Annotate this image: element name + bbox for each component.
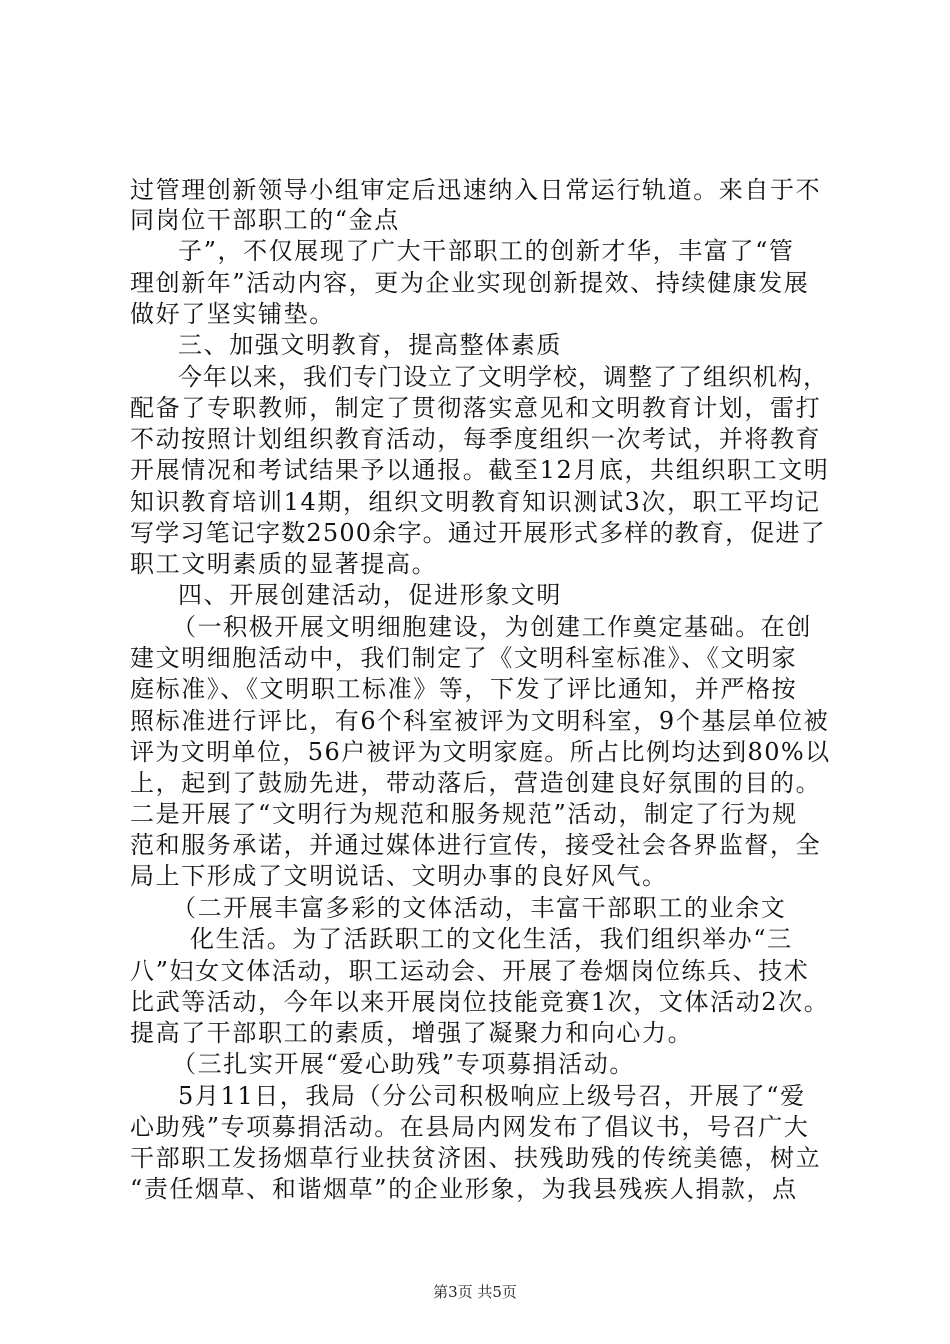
text-line: 5月11日，我局（分公司积极响应上级号召，开展了“爱 (178, 1082, 806, 1110)
text-line: 上，起到了鼓励先进，带动落后，营造创建良好氛围的目的。 (130, 769, 822, 797)
page-number-footer: 第3页 共5页 (433, 1283, 517, 1301)
section-heading: 四、开展创建活动，促进形象文明 (178, 581, 562, 609)
text-line: 评为文明单位，56户被评为文明家庭。所占比例均达到80%以 (130, 738, 831, 766)
text-line: 不动按照计划组织教育活动，每季度组织一次考试，并将教育 (130, 425, 822, 453)
text-line: 知识教育培训14期，组织文明教育知识测试3次，职工平均记 (130, 488, 821, 516)
text-line: 化生活。为了活跃职工的文化生活，我们组织举办“三 (190, 925, 793, 953)
text-line: 做好了坚实铺垫。 (130, 300, 335, 328)
text-line: 范和服务承诺，并通过媒体进行宣传，接受社会各界监督，全 (130, 831, 822, 859)
text-line: 庭标准》、《文明职工标准》等，下发了评比通知，并严格按 (130, 675, 798, 703)
text-line: 理创新年”活动内容，更为企业实现创新提效、持续健康发展 (130, 269, 810, 297)
text-line: 提高了干部职工的素质，增强了凝聚力和向心力。 (130, 1019, 694, 1047)
text-line: 同岗位干部职工的“金点 (130, 206, 400, 234)
text-line: 职工文明素质的显著提高。 (130, 550, 438, 578)
text-line: 干部职工发扬烟草行业扶贫济困、扶残助残的传统美德，树立 (130, 1144, 822, 1172)
text-line: 局上下形成了文明说话、文明办事的良好风气。 (130, 862, 668, 890)
text-line: 子”，不仅展现了广大干部职工的创新才华，丰富了“管 (178, 237, 795, 265)
text-line: “责任烟草、和谐烟草”的企业形象，为我县残疾人捐款，点 (130, 1175, 798, 1203)
text-line: 二是开展了“文明行为规范和服务规范”活动，制定了行为规 (130, 800, 798, 828)
text-line: 配备了专职教师，制定了贯彻落实意见和文明教育计划，雷打 (130, 394, 822, 422)
text-line: 心助残”专项募捐活动。在县局内网发布了倡议书，号召广大 (130, 1113, 810, 1141)
text-line: 写学习笔记字数2500余字。通过开展形式多样的教育，促进了 (130, 519, 826, 547)
text-line: 八”妇女文体活动，职工运动会、开展了卷烟岗位练兵、技术 (130, 957, 810, 985)
text-line: 比武等活动，今年以来开展岗位技能竞赛1次，文体活动2次。 (130, 988, 830, 1016)
section-heading: 三、加强文明教育，提高整体素质 (178, 331, 562, 359)
text-line: （三扎实开展“爱心助残”专项募捐活动。 (172, 1050, 635, 1078)
text-line: 今年以来，我们专门设立了文明学校，调整了了组织机构， (178, 363, 828, 391)
text-line: 建文明细胞活动中，我们制定了《文明科室标准》、《文明家 (130, 644, 798, 672)
text-line: （一积极开展文明细胞建设，为创建工作奠定基础。在创 (172, 613, 812, 641)
text-line: （二开展丰富多彩的文体活动，丰富干部职工的业余文 (172, 894, 787, 922)
text-line: 照标准进行评比，有6个科室被评为文明科室，9个基层单位被 (130, 707, 830, 735)
text-line: 过管理创新领导小组审定后迅速纳入日常运行轨道。来自于不 (130, 176, 822, 204)
text-line: 开展情况和考试结果予以通报。截至12月底，共组织职工文明 (130, 456, 830, 484)
